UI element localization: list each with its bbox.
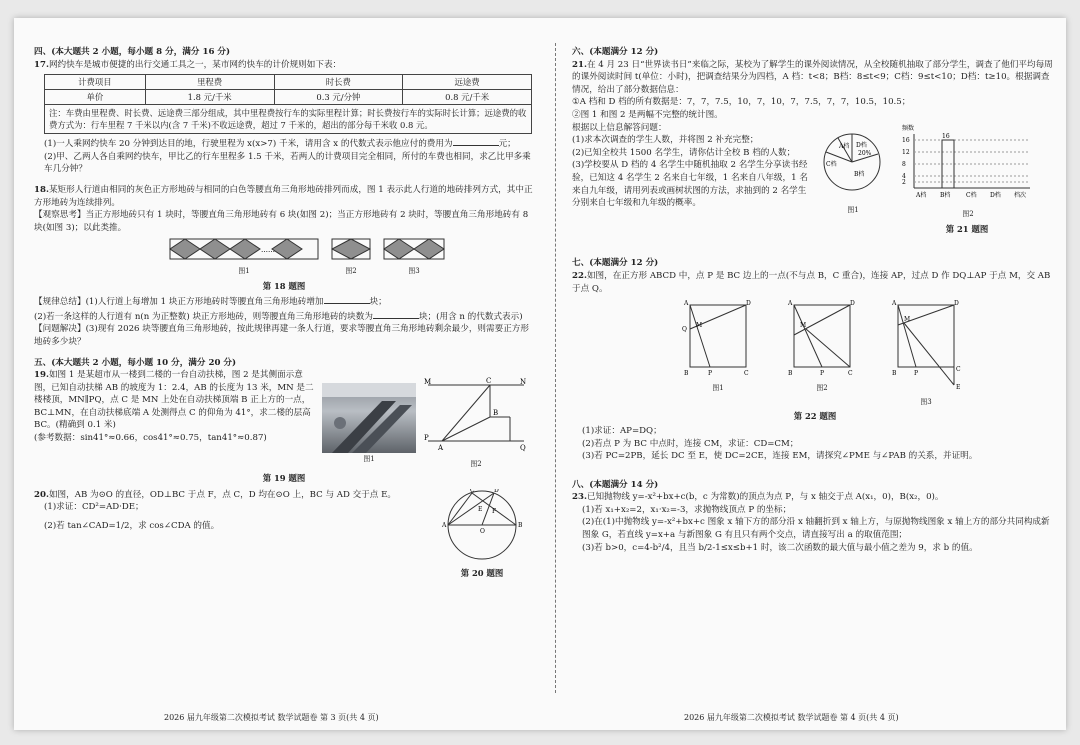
figure-label: 图3 xyxy=(408,266,420,275)
svg-text:D: D xyxy=(494,488,499,494)
q22-caption: 第 22 题图 xyxy=(793,411,837,422)
q17-part2: (2)甲、乙两人各自乘网约快车，甲比乙的行车里程多 1.5 千米，若两人的计费项目完全相同，所付的车费也相同，求乙比甲多乘车几分钟？ xyxy=(44,151,531,175)
tile-one-square-figure xyxy=(331,238,371,260)
svg-text:B: B xyxy=(684,370,689,378)
q19-reference: (参考数据：sin41°≈0.66，cos41°≈0.75，tan41°≈0.87) xyxy=(34,433,267,444)
fare-cell: 0.8 元/千米 xyxy=(403,90,532,105)
figure-label: 图2 xyxy=(345,266,357,275)
fare-cell: 单价 xyxy=(45,90,146,105)
figure-label: 图1 xyxy=(712,383,724,392)
answer-blank xyxy=(453,136,499,146)
q17-part1-unit: 元； xyxy=(498,139,516,150)
section-8-title: 八、(本题满分 14 分) xyxy=(572,479,659,490)
svg-text:C: C xyxy=(486,377,492,386)
bar-value-label: 16 xyxy=(942,132,950,140)
q21-ask: 根据以上信息解答问题： xyxy=(572,122,667,133)
pie-label: C档 xyxy=(826,160,837,168)
figure-label: 图1 xyxy=(238,266,250,275)
svg-text:D: D xyxy=(850,300,855,308)
square-figure-1 xyxy=(682,299,754,377)
svg-text:P: P xyxy=(708,370,713,378)
q17-number: 17. xyxy=(34,59,49,70)
svg-text:E: E xyxy=(478,505,483,513)
q19-number: 19. xyxy=(34,370,49,381)
q22-number: 22. xyxy=(572,270,587,281)
fare-cell: 1.8 元/千米 xyxy=(145,90,274,105)
q18-number: 18. xyxy=(34,184,49,195)
q21-number: 21. xyxy=(572,59,587,70)
q18-rule2: (2)若一条这样的人行道有 n(n 为正整数) 块正方形地砖，则等腰直角三角形地砖的块数为 xyxy=(34,311,373,322)
figure-label: 图1 xyxy=(847,206,859,215)
q18-stem: 某矩形人行道由相同的灰色正方形地砖与相同的白色等腰直角三角形地砖排列而成，图 1 表示此人行道的地砖排列方式，其中正方形地砖为连续排列。 xyxy=(34,184,533,208)
square-figure-2 xyxy=(786,299,858,377)
question-19 xyxy=(34,369,534,485)
escalator-image xyxy=(322,383,416,453)
bar-tick-label: 12 xyxy=(902,148,910,156)
svg-text:C: C xyxy=(956,366,961,374)
figure-label: 图1 xyxy=(363,455,375,464)
svg-text:A档: A档 xyxy=(916,191,927,199)
pie-label: B档 xyxy=(854,170,865,178)
fare-header-cell: 远途费 xyxy=(403,75,532,90)
square-tile xyxy=(230,239,260,259)
svg-text:F: F xyxy=(492,507,497,515)
svg-text:A: A xyxy=(438,444,444,453)
square-tile xyxy=(170,239,200,259)
fare-cell: 0.3 元/分钟 xyxy=(274,90,403,105)
section-6-title: 六、(本题满分 12 分) xyxy=(572,47,659,57)
q23-stem: 已知抛物线 y=-x²+bx+c(b，c 为常数)的顶点为点 P，与 x 轴交于点 A(x₁，0)，B(x₂，0)。 xyxy=(586,492,944,503)
fare-note: 注：车费由里程费、时长费、远途费三部分组成，其中里程费按行车的实际里程计算；时长费按行车的实际时长计算；远途费的收费方式为：行车里程 7 千米以内(含 7 千米)不收远途费，超过 7 千米的，超出的部分每千米收 0.8 元。 xyxy=(45,105,532,134)
q21-part3: (3)学校要从 D 档的 4 名学生中随机抽取 2 名学生分享读书经验，已知这 4 名学生 2 名来自七年级，1 名来自八年级，1 名来自九年级，请用列表或画树状图的方法，求抽到的 2 名学生分别来自七年级和九年级的概率。 xyxy=(572,160,808,209)
pie-label: A档 xyxy=(839,142,850,150)
question-23 xyxy=(572,491,1058,554)
q23-number: 23. xyxy=(572,492,587,503)
exam-sheet xyxy=(14,18,1066,730)
figure-label: 图2 xyxy=(470,459,482,468)
page-divider xyxy=(555,43,556,693)
q20-part1: (1)求证：CD²=AD·DE； xyxy=(44,502,144,513)
svg-text:M: M xyxy=(696,322,703,330)
svg-text:P: P xyxy=(424,434,429,443)
svg-text:B: B xyxy=(892,370,897,378)
square-tile xyxy=(200,239,230,259)
bar-tick-label: 8 xyxy=(902,160,906,168)
svg-text:B档: B档 xyxy=(940,191,951,199)
q18-caption: 第 18 题图 xyxy=(262,280,306,291)
svg-text:C: C xyxy=(744,370,749,378)
answer-blank xyxy=(324,294,370,304)
page-3 xyxy=(34,44,534,582)
square-figure-3 xyxy=(890,299,962,391)
svg-text:B: B xyxy=(788,370,793,378)
tile-row-figure xyxy=(169,238,319,260)
pie-label: 20% xyxy=(858,149,872,157)
fare-header-cell: 时长费 xyxy=(274,75,403,90)
svg-text:E: E xyxy=(956,384,961,392)
svg-text:C档: C档 xyxy=(966,191,977,199)
svg-text:M: M xyxy=(424,378,432,387)
answer-blank xyxy=(373,309,419,319)
escalator-diagram xyxy=(424,377,528,453)
q21-info1: ①A 档和 D 档的所有数据是：7，7，7.5，10，7，10，7，7.5，7，7，10.5，10.5； xyxy=(572,97,911,108)
fare-header-cell: 计费项目 xyxy=(45,75,146,90)
question-20 xyxy=(34,489,534,582)
escalator-photo xyxy=(322,383,416,453)
q18-figure-1 xyxy=(169,238,319,277)
section-5-title: 五、(本大题共 2 小题，每小题 10 分，满分 20 分) xyxy=(34,357,237,368)
bar-tick-label: 2 xyxy=(902,178,906,186)
pie-chart xyxy=(816,122,890,200)
fare-table xyxy=(44,74,532,134)
q17-stem: 网约快车是城市便捷的出行交通工具之一，某市网约快车的计价规则如下表： xyxy=(48,59,342,70)
q22-part2: (2)若点 P 为 BC 中点时，连接 CM，求证：CD=CM； xyxy=(582,438,799,449)
q21-info2: ②图 1 和图 2 是两幅不完整的统计图。 xyxy=(572,109,723,120)
question-22 xyxy=(572,270,1058,463)
q21-part2: (2)已知全校共 1500 名学生，请你估计全校 B 档的人数； xyxy=(572,147,796,158)
figure-label: 图2 xyxy=(816,383,828,392)
q20-number: 20. xyxy=(34,489,49,500)
svg-text:M: M xyxy=(904,316,911,324)
svg-text:A: A xyxy=(684,300,689,308)
fare-header-cell: 里程费 xyxy=(145,75,274,90)
svg-text:A: A xyxy=(788,300,793,308)
svg-text:D档: D档 xyxy=(990,191,1001,199)
svg-text:B: B xyxy=(518,521,523,529)
svg-text:Q: Q xyxy=(682,326,687,334)
q21-caption: 第 21 题图 xyxy=(945,223,989,234)
page-4-footer: 2026 届九年级第二次模拟考试 数学试题卷 第 4 页(共 4 页) xyxy=(684,713,899,722)
q20-caption: 第 20 题图 xyxy=(460,568,504,579)
question-21 xyxy=(572,59,1058,238)
tile-two-square-figure xyxy=(383,238,445,260)
fare-table-row xyxy=(45,90,532,105)
svg-text:C: C xyxy=(848,370,853,378)
q22-part1: (1)求证：AP=DQ； xyxy=(582,425,662,436)
page-3-footer: 2026 届九年级第二次模拟考试 数学试题卷 第 3 页(共 4 页) xyxy=(164,713,379,722)
q18-observe: 【观察思考】当正方形地砖只有 1 块时，等腰直角三角形地砖有 6 块(如图 2)；当正方形地砖有 2 块时，等腰直角三角形地砖有 8 块(如图 3)；以此类推。 xyxy=(34,210,529,233)
svg-text:P: P xyxy=(820,370,825,378)
bar-y-label: 频数 xyxy=(902,124,915,132)
svg-text:O: O xyxy=(480,527,485,535)
fare-table-header xyxy=(45,75,532,90)
svg-text:B: B xyxy=(493,409,499,418)
svg-text:档次: 档次 xyxy=(1014,191,1027,199)
svg-text:A: A xyxy=(442,521,447,529)
svg-text:D: D xyxy=(746,300,751,308)
q19-stem: 如图 1 是某超市从一楼到二楼的一台自动扶梯，图 2 是其侧面示意图，已知自动扶梯 AB 的坡度为 1：2.4，AB 的长度为 13 米，MN 是二楼楼顶，MN∥PQ，点 C 是 MN 上处在自动扶梯顶端 B 正上方的一点，BC⊥MN，在自动扶梯底端 A 处测得点 C 的仰角为 41°，求二楼的层高 BC。(精确到 0.1 米) xyxy=(34,370,314,431)
square-tile xyxy=(272,239,302,259)
svg-text:P: P xyxy=(914,370,919,378)
question-17 xyxy=(34,59,534,176)
svg-text:M: M xyxy=(800,322,807,330)
bar-chart xyxy=(898,122,1038,204)
q23-part2: (2)在(1)中抛物线 y=-x²+bx+c 图象 x 轴下方的部分沿 x 轴翻折到 x 轴上方，与原抛物线图象 x 轴上方的部分共同构成新图象 G，若直线 y=x+a 与新图象 G 有且只有两个交点，请直接写出 a 的取值范围； xyxy=(582,517,1050,541)
page-4 xyxy=(572,44,1058,554)
q18-rule1-unit: 块； xyxy=(369,297,387,308)
q18-rule1: 【规律总结】(1)人行道上每增加 1 块正方形地砖时等腰直角三角形地砖增加 xyxy=(34,297,324,308)
bar-tick-label: 16 xyxy=(902,136,910,144)
q23-part3: (3)若 b>0，c=4-b²/4，且当 b/2-1≤x≤b+1 时，该二次函数的最大值与最小值之差为 9，求 b 的值。 xyxy=(582,542,978,553)
q23-part1: (1)若 x₁+x₂=2，x₁·x₂=-3，求抛物线顶点 P 的坐标； xyxy=(582,504,792,515)
q18-figure-2 xyxy=(331,238,371,277)
circle-diagram xyxy=(434,489,530,561)
q21-stem: 在 4 月 23 日“世界读书日”来临之际，某校为了解学生的课外阅读情况，从全校随机抽取了部分学生，调查了他们平均每周的课外阅读时间 t(单位：小时)，把调查结果分为四档，A 档：t<8；B档：8≤t<9；C档：9≤t<10；D档：t≥10。根据调查情况，给出了部分数据信息： xyxy=(572,59,1053,95)
section-4-title: 四、(本大题共 2 小题，每小题 8 分，满分 16 分) xyxy=(34,47,231,57)
q19-caption: 第 19 题图 xyxy=(262,473,306,484)
q18-rule2-unit: 块；(用含 n 的代数式表示) xyxy=(418,311,523,322)
pie-label: D档 xyxy=(856,141,867,149)
q22-stem: 如图，在正方形 ABCD 中，点 P 是 BC 边上的一点(不与点 B，C 重合)，连接 AP，过点 D 作 DQ⊥AP 于点 M，交 AB 于点 Q。 xyxy=(572,270,1051,294)
q20-part2: (2)若 tan∠CAD=1/2，求 cos∠CDA 的值。 xyxy=(44,521,220,532)
svg-text:Q: Q xyxy=(520,444,526,453)
ellipsis-mark: …… xyxy=(261,246,275,255)
figure-label: 图3 xyxy=(920,397,932,406)
q17-part1: (1)一人乘网约快车 20 分钟到达目的地，行驶里程为 x(x>7) 千米，请用含 x 的代数式表示他应付的费用为 xyxy=(44,139,453,150)
svg-text:D: D xyxy=(954,300,959,308)
svg-text:C: C xyxy=(470,488,475,494)
question-18 xyxy=(34,184,534,349)
q18-solve: 【问题解决】(3)现有 2026 块等腰直角三角形地砖，按此规律再建一条人行道，要求等腰直角三角形地砖剩余最少，则需要正方形地砖多少块？ xyxy=(34,324,529,347)
q18-figure-3 xyxy=(383,238,445,277)
bar-tick-label: 4 xyxy=(902,172,906,180)
q22-part3: (3)若 PC=2PB，延长 DC 至 E，使 DC=2CE，连接 EM，请探究∠PME 与∠PAB 的关系，并证明。 xyxy=(582,451,978,462)
section-7-title: 七、(本题满分 12 分) xyxy=(572,258,659,269)
figure-label: 图2 xyxy=(962,210,974,219)
q18-figures xyxy=(169,238,534,277)
q21-part1: (1)求本次调查的学生人数，并将图 2 补充完整； xyxy=(572,135,759,146)
svg-text:A: A xyxy=(892,300,897,308)
q20-stem: 如图，AB 为⊙O 的直径，OD⊥BC 于点 F，点 C，D 均在⊙O 上，BC 与 AD 交于点 E。 xyxy=(48,489,396,500)
svg-text:N: N xyxy=(520,378,527,387)
